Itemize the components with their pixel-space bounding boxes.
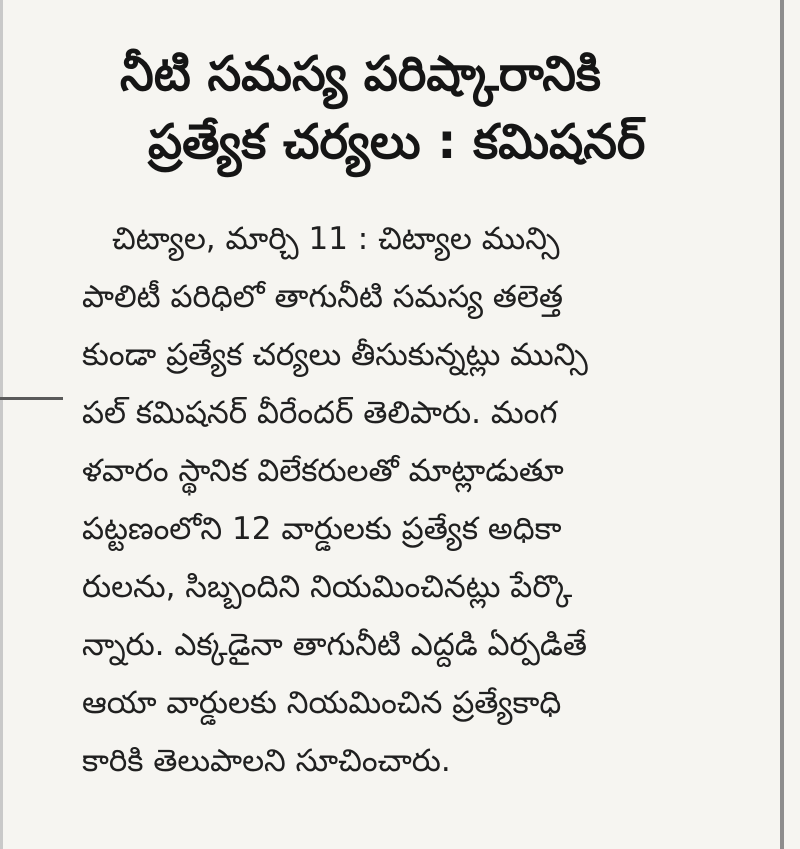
- body-line: రులను, సిబ్బందిని నియమించినట్లు పేర్కొ: [82, 569, 573, 605]
- body-line: ళవారం స్థానిక విలేకరులతో మాట్లాడుతూ: [82, 453, 564, 489]
- body-line: కుండా ప్రత్యేక చర్యలు తీసుకున్నట్లు మున్సి: [82, 337, 588, 373]
- headline-line-2: ప్రత్యేక చర్యలు : కమిషనర్: [148, 114, 646, 170]
- body-line: చిట్యాల, మార్చి 11 : చిట్యాల మున్సి: [112, 221, 560, 257]
- column-divider-right: [780, 0, 784, 849]
- body-line: పట్టణంలోని 12 వార్డులకు ప్రత్యేక అధికా: [82, 511, 562, 547]
- cropped-next-headline: [140, 828, 740, 849]
- column-divider-left: [0, 0, 3, 849]
- body-line: కారికి తెలుపాలని సూచించారు.: [82, 743, 451, 779]
- cropped-previous-headline: [95, 0, 695, 12]
- article-headline: [120, 40, 760, 176]
- body-line: ఆయా వార్డులకు నియమించిన ప్రత్యేకాధి: [82, 685, 562, 721]
- body-line: న్నారు. ఎక్కడైనా తాగునీటి ఎద్దడి ఏర్పడితే: [82, 627, 587, 663]
- body-line: పాలిటీ పరిధిలో తాగునీటి సమస్య తలెత్త: [82, 279, 564, 315]
- cropped-text-top: [95, 0, 695, 12]
- article-body: [82, 210, 747, 790]
- cropped-text-bottom: [140, 828, 740, 849]
- headline-line-1: నీటి సమస్య పరిష్కారానికి: [120, 46, 601, 102]
- body-line: పల్ కమిషనర్ వీరేందర్ తెలిపారు. మంగ: [82, 395, 558, 431]
- section-divider-left: [0, 397, 63, 400]
